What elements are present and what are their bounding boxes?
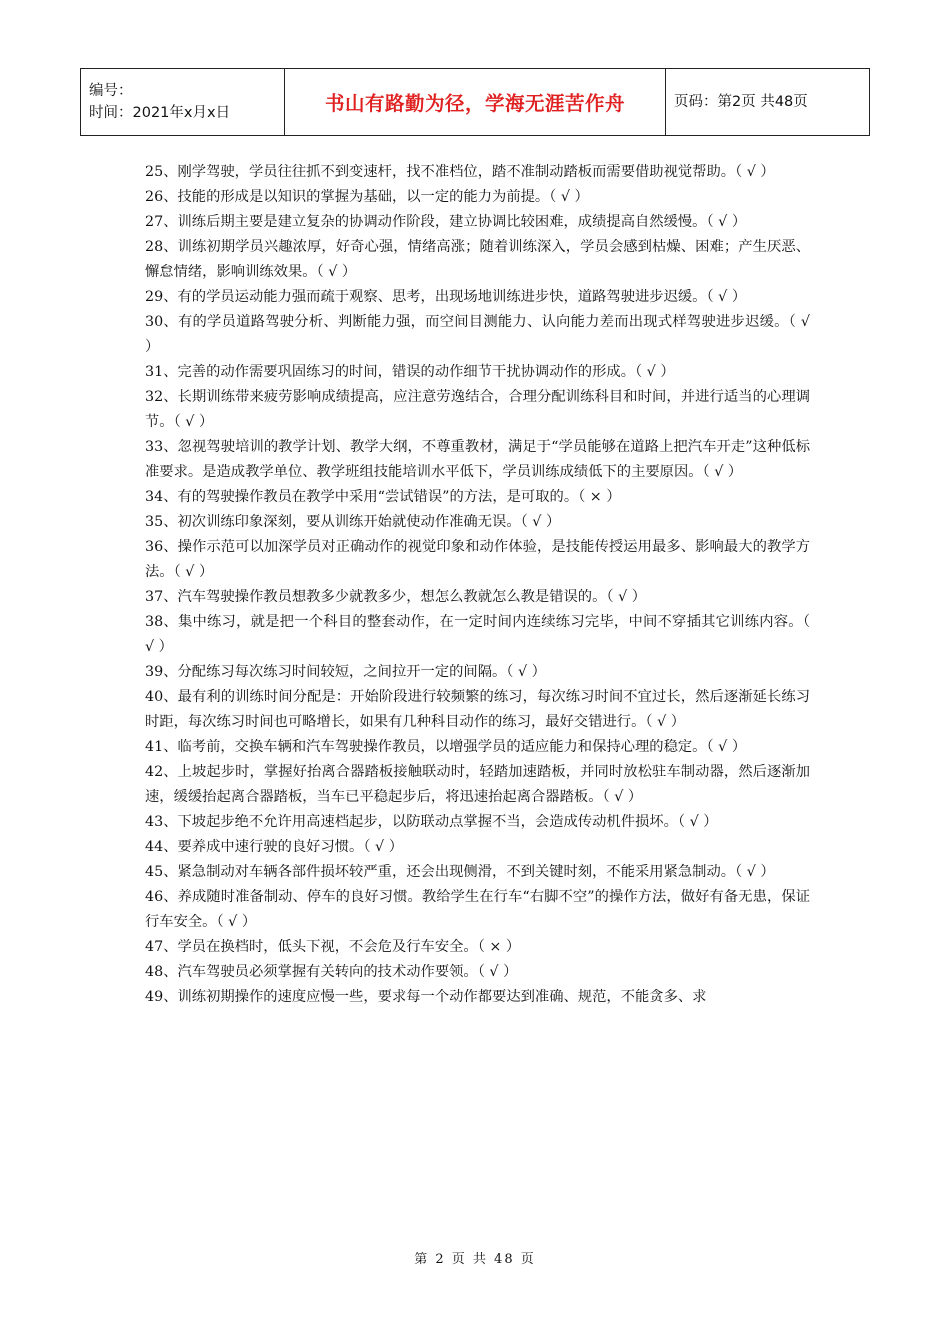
question-item: 48、汽车驾驶员必须掌握有关转向的技术动作要领。（ √ ） — [145, 964, 518, 980]
question-item: 32、长期训练带来疲劳影响成绩提高，应注意劳逸结合，合理分配训练科目和时间，并进行适当的心理调节。（ √ ） — [145, 389, 810, 430]
question-item: 39、分配练习每次练习时间较短，之间拉开一定的间隔。（ √ ） — [145, 664, 546, 680]
question-item: 31、完善的动作需要巩固练习的时间，错误的动作细节干扰协调动作的形成。（ √ ） — [145, 364, 675, 380]
question-item: 49、训练初期操作的速度应慢一些，要求每一个动作都要达到准确、规范，不能贪多、求 — [145, 989, 707, 1005]
question-item: 25、刚学驾驶，学员往往抓不到变速杆，找不准档位，踏不准制动踏板而需要借助视觉帮助。（ √ ） — [145, 164, 775, 180]
question-item: 27、训练后期主要是建立复杂的协调动作阶段，建立协调比较困难，成绩提高自然缓慢。（ √ ） — [145, 214, 747, 230]
question-item: 40、最有利的训练时间分配是：开始阶段进行较频繁的练习，每次练习时间不宜过长，然后逐渐延长练习时距，每次练习时间也可略增长，如果有几种科目动作的练习，最好交错进行。（ √ ） — [145, 689, 810, 730]
question-item: 45、紧急制动对车辆各部件损坏较严重，还会出现侧滑，不到关键时刻，不能采用紧急制动。（ √ ） — [145, 864, 775, 880]
question-item: 41、临考前，交换车辆和汽车驾驶操作教员，以增强学员的适应能力和保持心理的稳定。（ √ ） — [145, 739, 747, 755]
motto: 书山有路勤为径，学海无涯苦作舟 — [285, 69, 666, 136]
question-item: 34、有的驾驶操作教员在教学中采用“尝试错误”的方法，是可取的。（ × ） — [145, 489, 621, 505]
question-item: 42、上坡起步时，掌握好抬离合器踏板接触联动时，轻踏加速踏板，并同时放松驻车制动器，然后逐渐加速，缓缓抬起离合器踏板，当车已平稳起步后，将迅速抬起离合器踏板。（ √ ） — [145, 764, 810, 805]
document-header — [80, 68, 870, 136]
question-item: 37、汽车驾驶操作教员想教多少就教多少，想怎么教就怎么教是错误的。（ √ ） — [145, 589, 647, 605]
question-item: 38、集中练习，就是把一个科目的整套动作，在一定时间内连续练习完毕，中间不穿插其它训练内容。（ √ ） — [145, 614, 810, 655]
question-item: 47、学员在换档时，低头下视，不会危及行车安全。（ × ） — [145, 939, 521, 955]
question-item: 30、有的学员道路驾驶分析、判断能力强，而空间目测能力、认向能力差而出现式样驾驶进步迟缓。（ √ ） — [145, 314, 810, 355]
question-item: 28、训练初期学员兴趣浓厚，好奇心强，情绪高涨；随着训练深入，学员会感到枯燥、困难；产生厌恶、懈怠情绪，影响训练效果。（ √ ） — [145, 239, 810, 280]
question-item: 29、有的学员运动能力强而疏于观察、思考，出现场地训练进步快，道路驾驶进步迟缓。（ √ ） — [145, 289, 747, 305]
question-item: 35、初次训练印象深刻，要从训练开始就使动作准确无误。（ √ ） — [145, 514, 561, 530]
number-label: 编号： — [89, 83, 133, 99]
question-item: 46、养成随时准备制动、停车的良好习惯。教给学生在行车“右脚不空”的操作方法，做好有备无患，保证行车安全。（ √ ） — [145, 889, 810, 930]
header-meta — [81, 69, 285, 136]
question-list — [145, 160, 810, 1010]
question-item: 33、忽视驾驶培训的教学计划、教学大纲，不尊重教材，满足于“学员能够在道路上把汽车开走”这种低标准要求。是造成教学单位、教学班组技能培训水平低下，学员训练成绩低下的主要原因。（ √ ） — [145, 439, 810, 480]
question-item: 43、下坡起步绝不允许用高速档起步，以防联动点掌握不当，会造成传动机件损坏。（ √ ） — [145, 814, 718, 830]
question-item: 36、操作示范可以加深学员对正确动作的视觉印象和动作体验，是技能传授运用最多、影响最大的教学方法。（ √ ） — [145, 539, 810, 580]
date-label: 时间：2021年x月x日 — [89, 105, 231, 121]
page-info: 页码：第2页 共48页 — [666, 69, 870, 136]
question-item: 44、要养成中速行驶的良好习惯。（ √ ） — [145, 839, 403, 855]
question-item: 26、技能的形成是以知识的掌握为基础，以一定的能力为前提。（ √ ） — [145, 189, 589, 205]
page-footer: 第 2 页 共 48 页 — [414, 1252, 536, 1267]
